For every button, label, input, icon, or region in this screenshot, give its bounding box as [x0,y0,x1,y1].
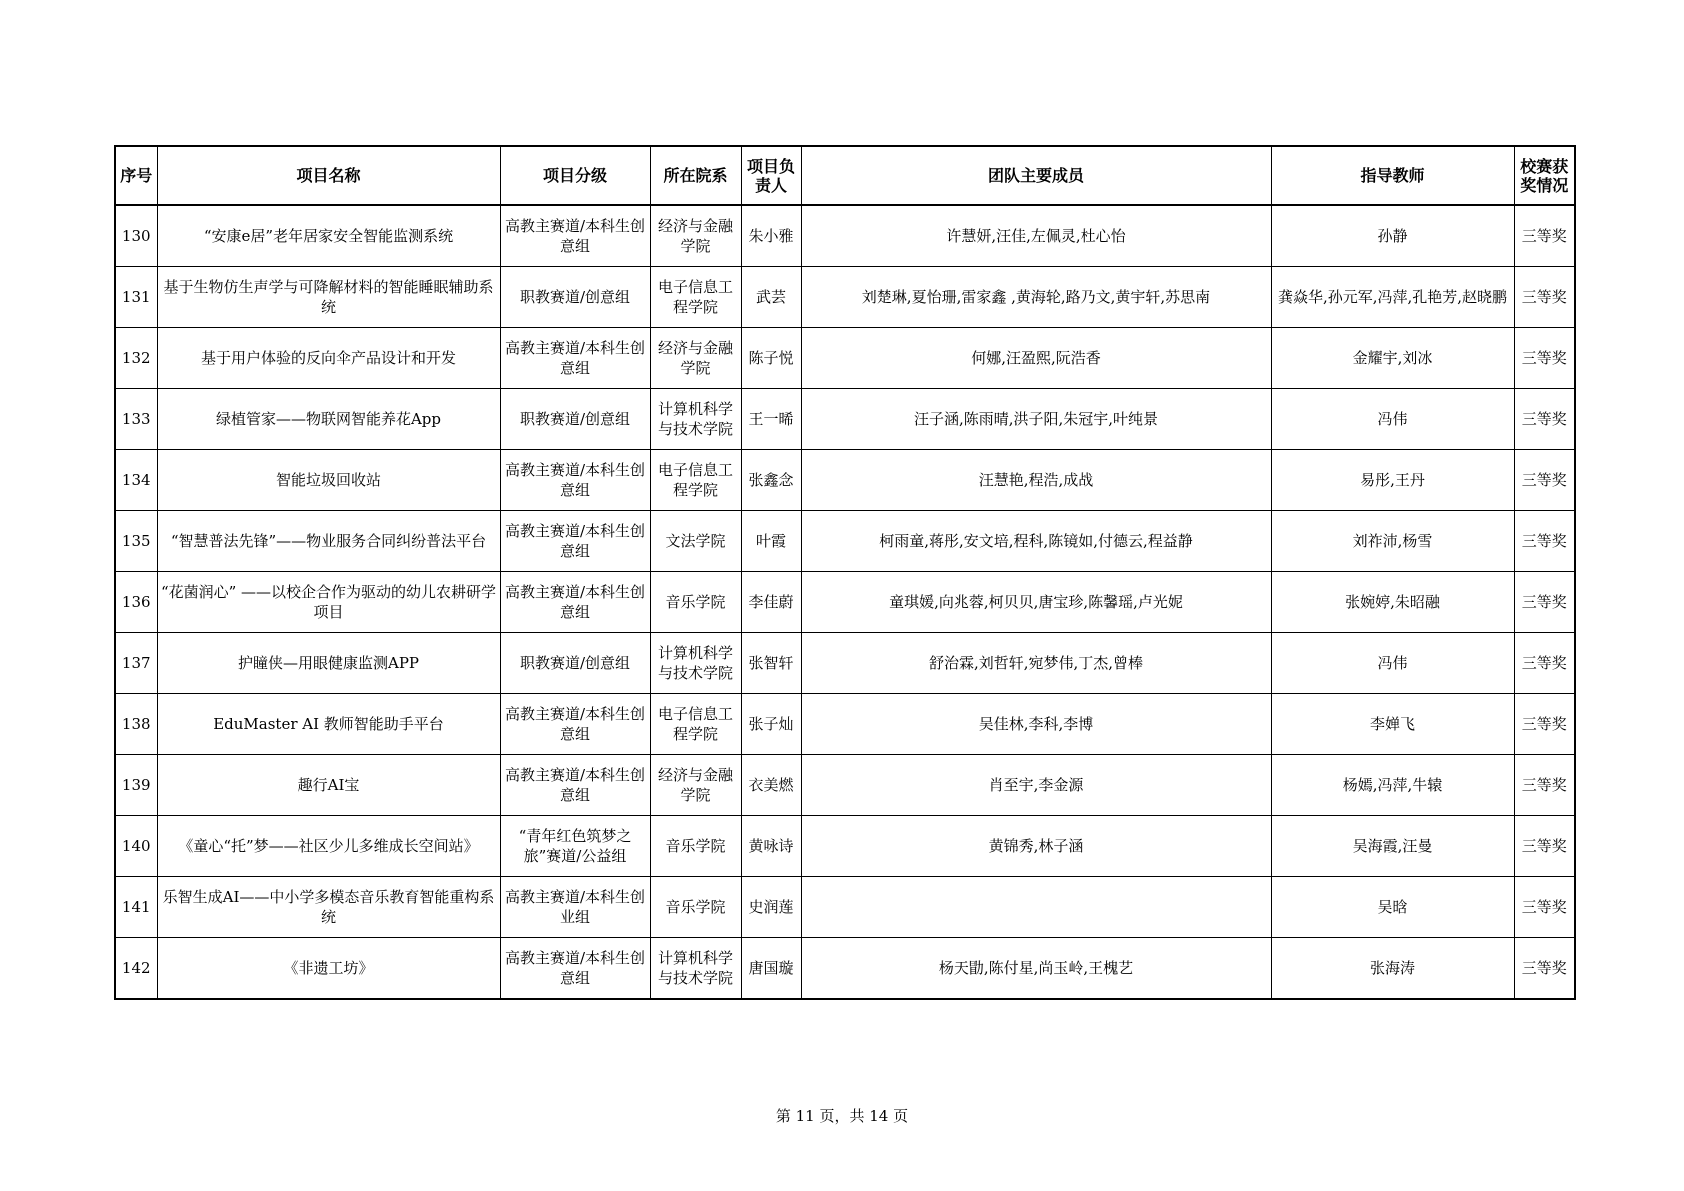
cell-index: 131 [115,267,157,328]
cell-members: 黄锦秀,林子涵 [801,816,1271,877]
cell-advisor: 吴晗 [1271,877,1514,938]
table-row [115,389,1575,450]
cell-leader: 王一晞 [741,389,801,450]
cell-department: 经济与金融学院 [650,755,741,816]
cell-leader: 张鑫念 [741,450,801,511]
cell-level: 高教主赛道/本科生创意组 [500,694,650,755]
cell-index: 141 [115,877,157,938]
cell-level: 高教主赛道/本科生创意组 [500,755,650,816]
col-header-index: 序号 [115,146,157,205]
cell-level: 职教赛道/创意组 [500,389,650,450]
table-row [115,633,1575,694]
cell-level: 高教主赛道/本科生创意组 [500,572,650,633]
cell-members: 刘楚琳,夏怡珊,雷家鑫 ,黄海轮,路乃文,黄宇轩,苏思南 [801,267,1271,328]
cell-index: 138 [115,694,157,755]
table-row [115,328,1575,389]
col-header-members: 团队主要成员 [801,146,1271,205]
cell-department: 音乐学院 [650,572,741,633]
cell-members: 汪慧艳,程浩,成战 [801,450,1271,511]
cell-award: 三等奖 [1514,633,1575,694]
table-row [115,572,1575,633]
cell-level: 高教主赛道/本科生创业组 [500,877,650,938]
cell-index: 130 [115,205,157,267]
cell-leader: 李佳蔚 [741,572,801,633]
cell-advisor: 张婉婷,朱昭融 [1271,572,1514,633]
cell-members: 杨天勖,陈付星,尚玉岭,王槐艺 [801,938,1271,1000]
cell-project-name: “安康e居”老年居家安全智能监测系统 [157,205,500,267]
cell-award: 三等奖 [1514,328,1575,389]
cell-members: 柯雨童,蒋彤,安文培,程科,陈镜如,付德云,程益静 [801,511,1271,572]
table-row [115,694,1575,755]
cell-members: 舒治霖,刘哲轩,宛梦伟,丁杰,曾棒 [801,633,1271,694]
cell-award: 三等奖 [1514,816,1575,877]
col-header-leader: 项目负责人 [741,146,801,205]
col-header-project-name: 项目名称 [157,146,500,205]
col-header-advisor: 指导教师 [1271,146,1514,205]
cell-advisor: 龚焱华,孙元军,冯萍,孔艳芳,赵晓鹏 [1271,267,1514,328]
cell-index: 133 [115,389,157,450]
cell-project-name: “智慧普法先锋”——物业服务合同纠纷普法平台 [157,511,500,572]
cell-department: 电子信息工程学院 [650,694,741,755]
cell-members: 吴佳林,李科,李博 [801,694,1271,755]
cell-level: 职教赛道/创意组 [500,267,650,328]
cell-level: 高教主赛道/本科生创意组 [500,450,650,511]
table-row [115,205,1575,267]
cell-level: 高教主赛道/本科生创意组 [500,328,650,389]
cell-members: 许慧妍,汪佳,左佩灵,杜心怡 [801,205,1271,267]
cell-project-name: 《非遗工坊》 [157,938,500,1000]
cell-department: 电子信息工程学院 [650,450,741,511]
cell-index: 136 [115,572,157,633]
cell-department: 经济与金融学院 [650,328,741,389]
cell-leader: 衣美燃 [741,755,801,816]
table-row [115,450,1575,511]
cell-index: 142 [115,938,157,1000]
cell-project-name: 基于生物仿生声学与可降解材料的智能睡眠辅助系统 [157,267,500,328]
cell-level: 高教主赛道/本科生创意组 [500,511,650,572]
col-header-department: 所在院系 [650,146,741,205]
col-header-level: 项目分级 [500,146,650,205]
cell-award: 三等奖 [1514,267,1575,328]
cell-award: 三等奖 [1514,694,1575,755]
table-row [115,755,1575,816]
award-table [114,145,1576,1000]
cell-project-name: 基于用户体验的反向伞产品设计和开发 [157,328,500,389]
cell-advisor: 吴海霞,汪曼 [1271,816,1514,877]
table-row [115,816,1575,877]
cell-department: 音乐学院 [650,816,741,877]
cell-award: 三等奖 [1514,938,1575,1000]
cell-advisor: 冯伟 [1271,389,1514,450]
col-header-award: 校赛获奖情况 [1514,146,1575,205]
cell-members: 童琪媛,向兆蓉,柯贝贝,唐宝珍,陈馨瑶,卢光妮 [801,572,1271,633]
cell-project-name: EduMaster AI 教师智能助手平台 [157,694,500,755]
cell-index: 139 [115,755,157,816]
cell-members [801,877,1271,938]
cell-leader: 武芸 [741,267,801,328]
cell-members: 汪子涵,陈雨晴,洪子阳,朱冠宇,叶纯景 [801,389,1271,450]
page-footer: 第 11 页，共 14 页 [775,1107,909,1125]
cell-advisor: 刘祚沛,杨雪 [1271,511,1514,572]
cell-department: 计算机科学与技术学院 [650,389,741,450]
cell-leader: 张智轩 [741,633,801,694]
cell-leader: 叶霞 [741,511,801,572]
cell-project-name: 乐智生成AI——中小学多模态音乐教育智能重构系统 [157,877,500,938]
cell-department: 文法学院 [650,511,741,572]
cell-index: 137 [115,633,157,694]
cell-project-name: 护瞳侠—用眼健康监测APP [157,633,500,694]
cell-leader: 唐国璇 [741,938,801,1000]
cell-department: 计算机科学与技术学院 [650,938,741,1000]
cell-level: “青年红色筑梦之旅”赛道/公益组 [500,816,650,877]
table-row [115,511,1575,572]
cell-award: 三等奖 [1514,511,1575,572]
cell-advisor: 张海涛 [1271,938,1514,1000]
cell-leader: 张子灿 [741,694,801,755]
cell-award: 三等奖 [1514,755,1575,816]
cell-advisor: 金耀宇,刘冰 [1271,328,1514,389]
cell-advisor: 杨嫣,冯萍,牛辕 [1271,755,1514,816]
cell-advisor: 易彤,王丹 [1271,450,1514,511]
cell-index: 134 [115,450,157,511]
cell-award: 三等奖 [1514,389,1575,450]
cell-department: 电子信息工程学院 [650,267,741,328]
cell-award: 三等奖 [1514,877,1575,938]
cell-leader: 黄咏诗 [741,816,801,877]
cell-members: 肖至宇,李金源 [801,755,1271,816]
cell-level: 高教主赛道/本科生创意组 [500,938,650,1000]
cell-department: 音乐学院 [650,877,741,938]
cell-project-name: 智能垃圾回收站 [157,450,500,511]
cell-advisor: 李婵飞 [1271,694,1514,755]
cell-department: 经济与金融学院 [650,205,741,267]
cell-project-name: 《童心“托”梦——社区少儿多维成长空间站》 [157,816,500,877]
cell-project-name: “花菌润心” ——以校企合作为驱动的幼儿农耕研学项目 [157,572,500,633]
cell-index: 132 [115,328,157,389]
cell-level: 高教主赛道/本科生创意组 [500,205,650,267]
cell-level: 职教赛道/创意组 [500,633,650,694]
cell-advisor: 孙静 [1271,205,1514,267]
cell-project-name: 绿植管家——物联网智能养花App [157,389,500,450]
table-row [115,267,1575,328]
cell-award: 三等奖 [1514,205,1575,267]
table-row [115,877,1575,938]
cell-award: 三等奖 [1514,450,1575,511]
cell-advisor: 冯伟 [1271,633,1514,694]
cell-department: 计算机科学与技术学院 [650,633,741,694]
cell-leader: 朱小雅 [741,205,801,267]
cell-leader: 史润莲 [741,877,801,938]
table-row [115,938,1575,1000]
cell-index: 135 [115,511,157,572]
cell-index: 140 [115,816,157,877]
header-row [115,146,1575,205]
cell-project-name: 趣行AI宝 [157,755,500,816]
cell-award: 三等奖 [1514,572,1575,633]
cell-members: 何娜,汪盈熙,阮浩香 [801,328,1271,389]
cell-leader: 陈子悦 [741,328,801,389]
